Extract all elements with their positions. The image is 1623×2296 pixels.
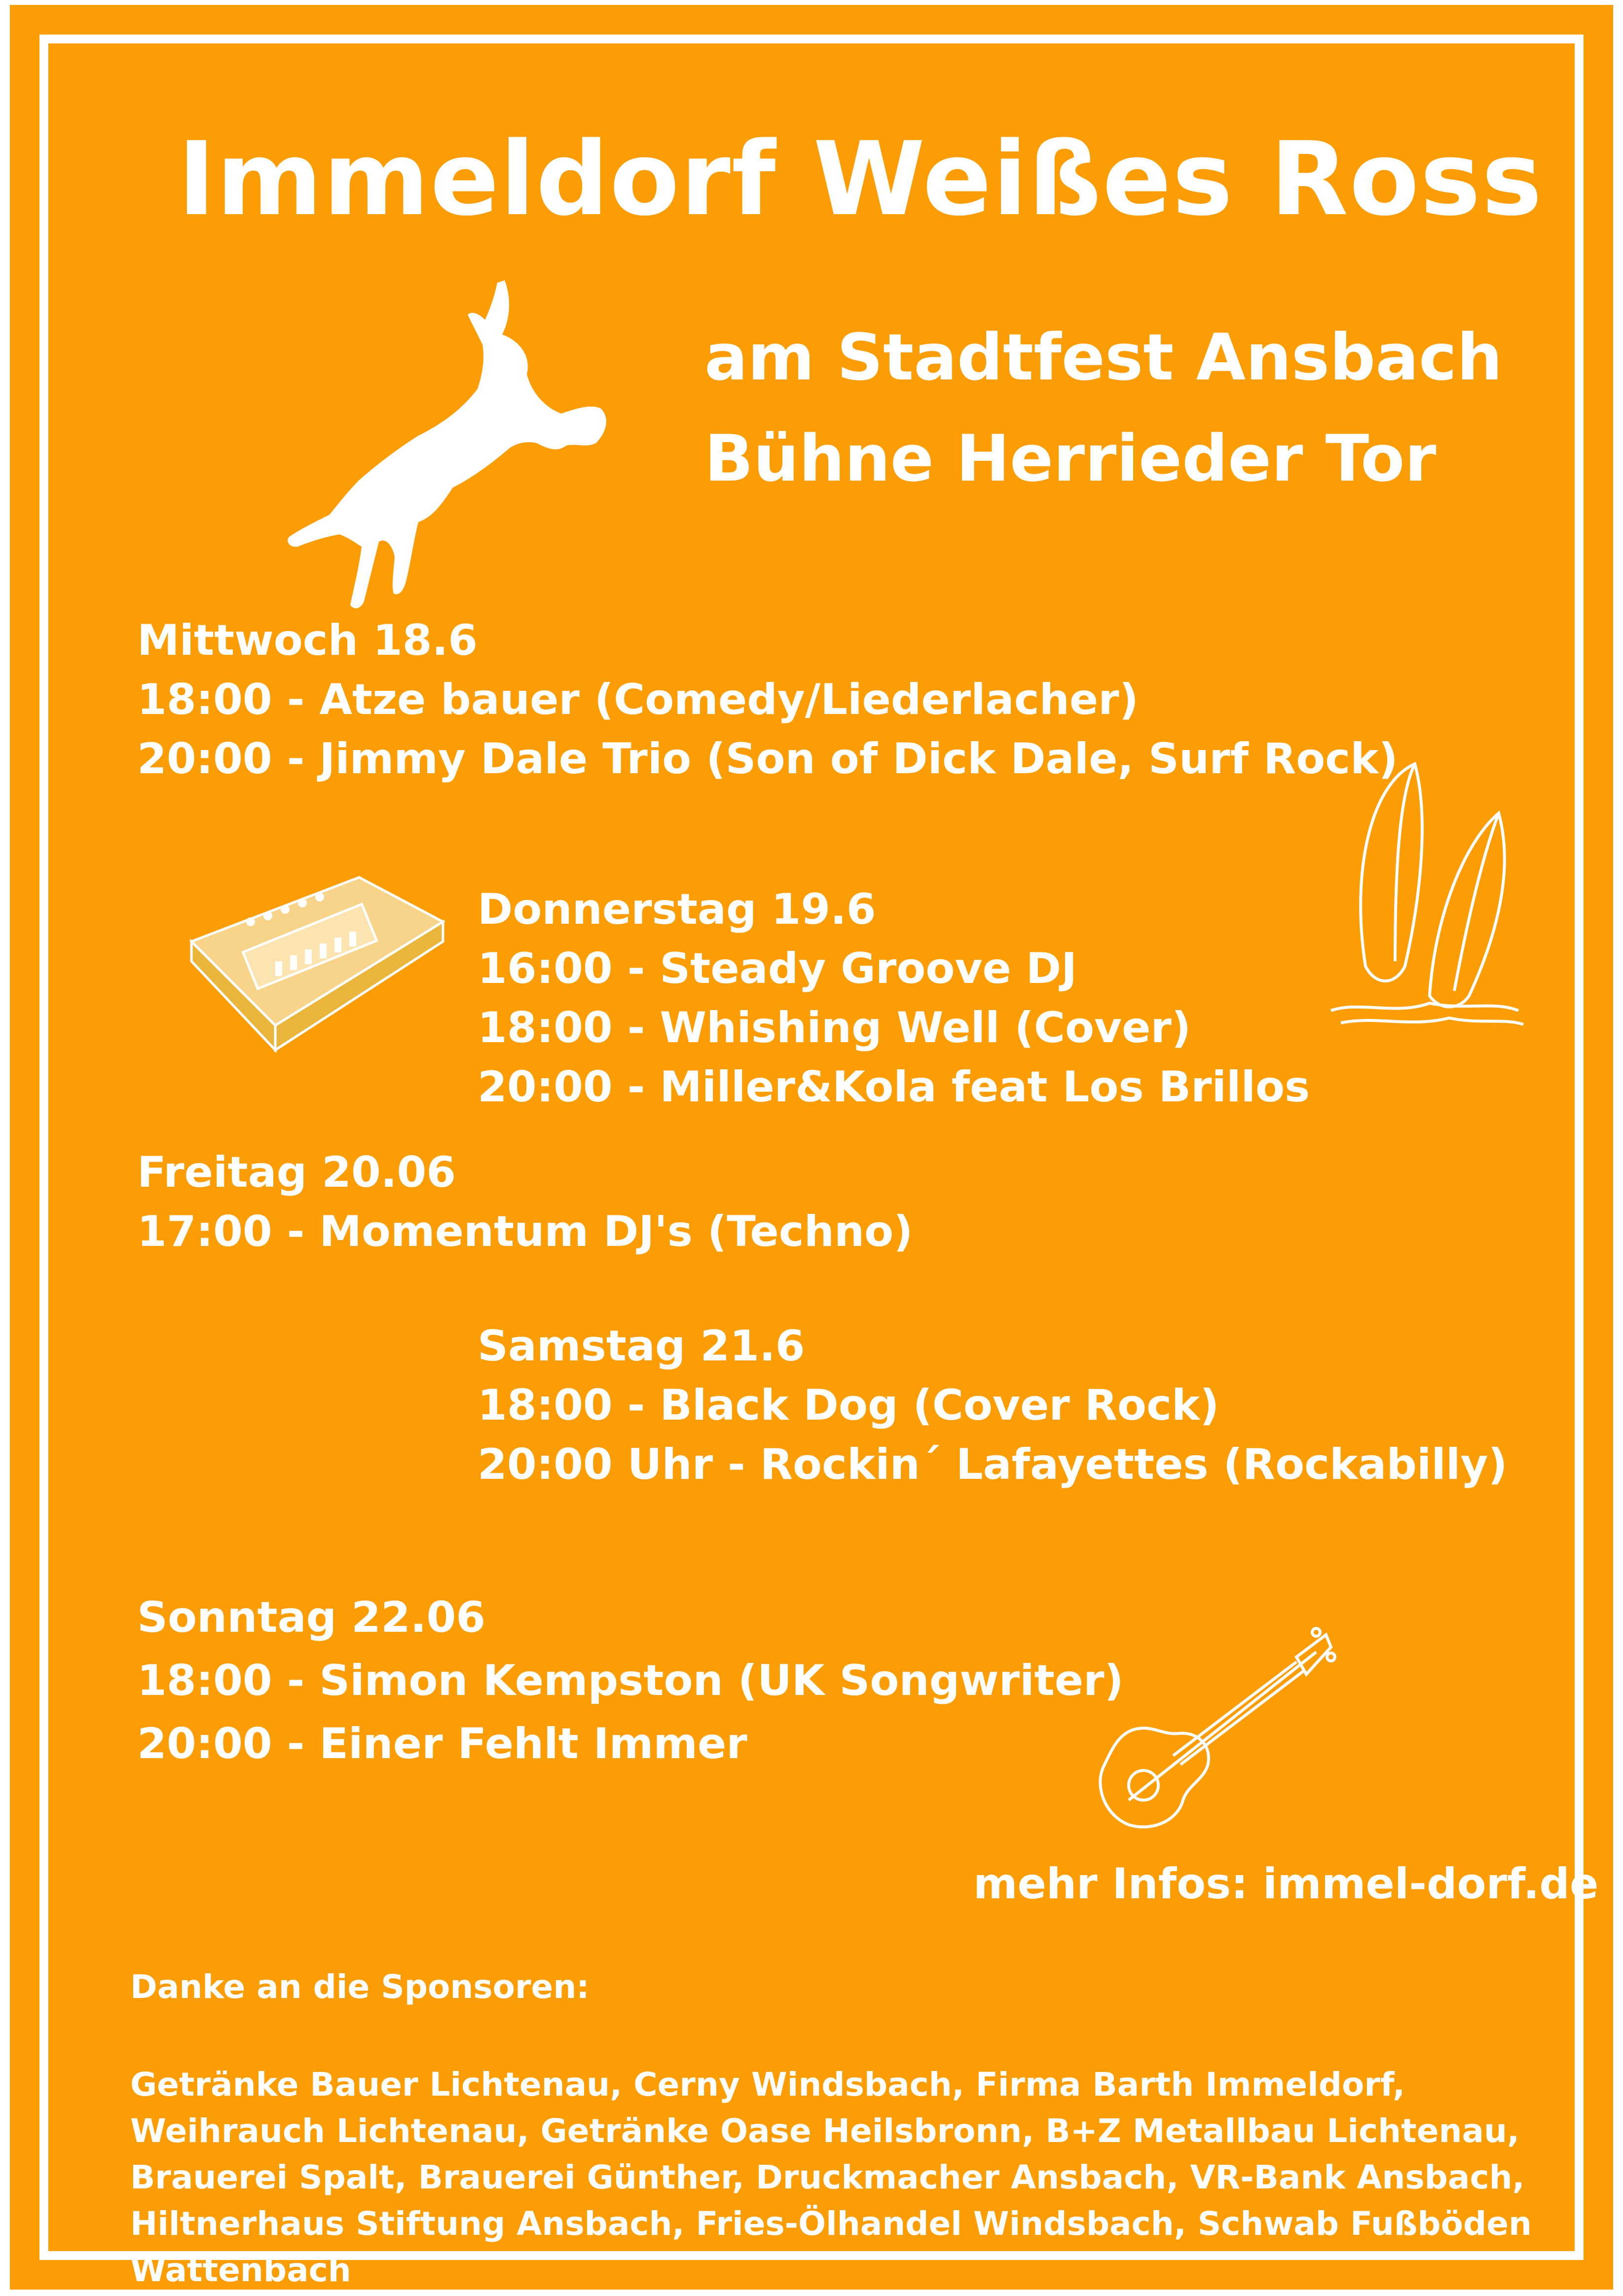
drum-machine-icon bbox=[177, 867, 453, 1080]
day-heading: Mittwoch 18.6 bbox=[137, 616, 478, 665]
surfboards-icon bbox=[1321, 754, 1528, 1030]
event-line: 20:00 - Einer Fehlt Immer bbox=[137, 1719, 747, 1769]
event-line: 16:00 - Steady Groove DJ bbox=[478, 944, 1077, 993]
horse-silhouette-icon bbox=[236, 246, 680, 640]
event-line: 18:00 - Black Dog (Cover Rock) bbox=[478, 1381, 1219, 1430]
event-line: 18:00 - Atze bauer (Comedy/Liederlacher) bbox=[137, 675, 1139, 724]
day-heading: Sonntag 22.06 bbox=[137, 1593, 486, 1642]
sponsors-heading: Danke an die Sponsoren: bbox=[130, 1968, 590, 2006]
event-line: 20:00 - Miller&Kola feat Los Brillos bbox=[478, 1062, 1310, 1112]
sponsors-list: Getränke Bauer Lichtenau, Cerny Windsbach, Firma Barth Immeldorf, Weihrauch Lichtenau, Getränke Oase Heilsbronn, B+Z Metallbau Lichtenau, Brauerei Spalt, Brauerei Günther, Druckmacher Ansbach, VR-Bank Ansbach, Hiltnerhaus Stiftung Ansbach, Fries-Ölhandel Windsbach, Schwab Fußböden Wattenbach bbox=[130, 2066, 1532, 2289]
event-line: 18:00 - Whishing Well (Cover) bbox=[478, 1003, 1191, 1053]
day-heading: Donnerstag 19.6 bbox=[478, 885, 876, 934]
ukulele-icon bbox=[1084, 1608, 1341, 1854]
event-line: 17:00 - Momentum DJ's (Techno) bbox=[137, 1207, 913, 1256]
more-info-link[interactable]: mehr Infos: immel-dorf.de bbox=[973, 1859, 1599, 1909]
poster bbox=[39, 35, 1599, 2289]
subtitle-stage: Bühne Herrieder Tor bbox=[704, 421, 1437, 496]
day-heading: Freitag 20.06 bbox=[137, 1148, 456, 1197]
event-line: 20:00 - Jimmy Dale Trio (Son of Dick Dale, Surf Rock) bbox=[137, 734, 1398, 784]
event-line: 20:00 Uhr - Rockin´ Lafayettes (Rockabilly) bbox=[478, 1440, 1508, 1489]
event-line: 18:00 - Simon Kempston (UK Songwriter) bbox=[137, 1656, 1124, 1705]
subtitle-festival: am Stadtfest Ansbach bbox=[704, 320, 1503, 395]
day-heading: Samstag 21.6 bbox=[478, 1321, 805, 1371]
poster-title: Immeldorf Weißes Ross bbox=[178, 120, 1543, 238]
